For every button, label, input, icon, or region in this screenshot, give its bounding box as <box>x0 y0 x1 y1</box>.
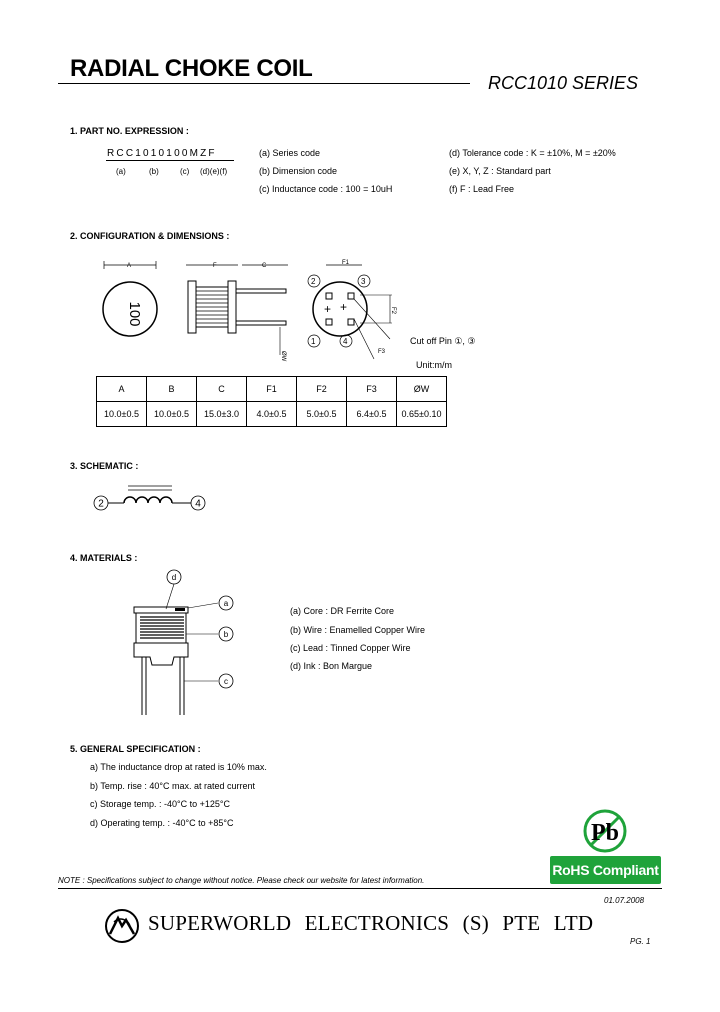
coil-marking: 100 <box>126 301 143 327</box>
dimension-value-row <box>97 402 447 427</box>
svg-text:F: F <box>213 263 217 269</box>
series-label: RCC1010 SERIES <box>488 73 639 93</box>
letter-a: (a) <box>116 167 126 176</box>
svg-text:F3: F3 <box>378 349 386 355</box>
config-heading: 2. CONFIGURATION & DIMENSIONS : <box>70 231 230 241</box>
dim-header-c: C <box>197 377 247 402</box>
general-spec-heading: 5. GENERAL SPECIFICATION : <box>70 744 201 754</box>
svg-text:C: C <box>262 263 267 269</box>
svg-text:A: A <box>127 263 132 269</box>
svg-text:ØW: ØW <box>280 351 286 362</box>
part-code: RCC1010100MZF <box>107 148 217 159</box>
spec-d: d) Operating temp. : -40°C to +85°C <box>90 818 234 828</box>
svg-text:F2: F2 <box>390 307 396 315</box>
dim-header-f3: F3 <box>347 377 397 402</box>
unit-label: Unit:m/m <box>416 360 452 370</box>
part-no-heading: 1. PART NO. EXPRESSION : <box>70 126 189 136</box>
footer-divider <box>58 888 662 889</box>
dim-value-w: 0.65±0.10 <box>397 402 447 427</box>
legend-c: (c) Inductance code : 100 = 10uH <box>259 184 393 194</box>
legend-f: (f) F : Lead Free <box>449 184 515 194</box>
dim-value-f2: 5.0±0.5 <box>297 402 347 427</box>
title-underline <box>58 83 470 84</box>
schematic-diagram <box>90 482 220 518</box>
pb-symbol: Pb <box>590 820 620 846</box>
material-a: (a) Core : DR Ferrite Core <box>290 606 395 616</box>
svg-text:1: 1 <box>311 337 316 346</box>
materials-drawing <box>120 565 250 720</box>
dimension-table <box>96 376 447 427</box>
page-title: RADIAL CHOKE COIL <box>70 55 313 82</box>
dim-value-a: 10.0±0.5 <box>97 402 147 427</box>
spec-b: b) Temp. rise : 40°C max. at rated current <box>90 781 255 791</box>
letter-b: (b) <box>149 167 159 176</box>
dim-header-f2: F2 <box>297 377 347 402</box>
configuration-drawings <box>90 255 420 367</box>
svg-text:F1: F1 <box>342 260 350 266</box>
rohs-compliant-badge: RoHS Compliant <box>550 856 661 884</box>
legend-e: (e) X, Y, Z : Standard part <box>449 166 551 176</box>
material-d: (d) Ink : Bon Margue <box>290 661 373 671</box>
dim-value-f1: 4.0±0.5 <box>247 402 297 427</box>
spec-a: a) The inductance drop at rated is 10% max. <box>90 762 267 772</box>
schematic-heading: 3. SCHEMATIC : <box>70 461 139 471</box>
svg-text:a: a <box>223 599 229 608</box>
letter-c: (c) <box>180 167 190 176</box>
footer-date: 01.07.2008 <box>604 896 645 905</box>
bottom-view-drawing <box>308 260 396 359</box>
dimension-header-row <box>97 377 447 402</box>
svg-text:3: 3 <box>361 277 366 286</box>
materials-heading: 4. MATERIALS : <box>70 553 138 563</box>
svg-text:b: b <box>223 630 229 639</box>
legend-d: (d) Tolerance code : K = ±10%, M = ±20% <box>449 148 616 158</box>
company-logo-icon <box>104 908 140 944</box>
dim-value-c: 15.0±3.0 <box>197 402 247 427</box>
letter-def: (d)(e)(f) <box>200 167 228 176</box>
svg-text:4: 4 <box>343 337 348 346</box>
svg-text:c: c <box>224 677 228 686</box>
top-view-drawing <box>103 261 157 336</box>
footer-note: NOTE : Specifications subject to change without notice. Please check our website for latest information. <box>58 876 425 885</box>
dim-value-f3: 6.4±0.5 <box>347 402 397 427</box>
legend-a: (a) Series code <box>259 148 321 158</box>
dim-header-f1: F1 <box>247 377 297 402</box>
dim-header-w: ØW <box>397 377 447 402</box>
material-c: (c) Lead : Tinned Copper Wire <box>290 643 411 653</box>
svg-text:d: d <box>171 573 177 582</box>
pin-4-label: 4 <box>195 498 201 510</box>
dim-header-b: B <box>147 377 197 402</box>
lead-free-icon <box>582 808 628 854</box>
dim-value-b: 10.0±0.5 <box>147 402 197 427</box>
pin-2-label: 2 <box>98 498 104 510</box>
svg-text:+: + <box>324 302 332 316</box>
material-b: (b) Wire : Enamelled Copper Wire <box>290 625 426 635</box>
page-number: PG. 1 <box>630 937 651 946</box>
side-view-drawing <box>186 263 288 362</box>
svg-text:+: + <box>340 300 348 314</box>
dim-header-a: A <box>97 377 147 402</box>
spec-c: c) Storage temp. : -40°C to +125°C <box>90 799 231 809</box>
part-code-underline <box>106 160 234 161</box>
company-name: SUPERWORLD ELECTRONICS (S) PTE LTD <box>148 911 594 935</box>
legend-b: (b) Dimension code <box>259 166 338 176</box>
cut-off-label: Cut off Pin ①, ③ <box>410 336 476 346</box>
svg-text:2: 2 <box>311 277 316 286</box>
